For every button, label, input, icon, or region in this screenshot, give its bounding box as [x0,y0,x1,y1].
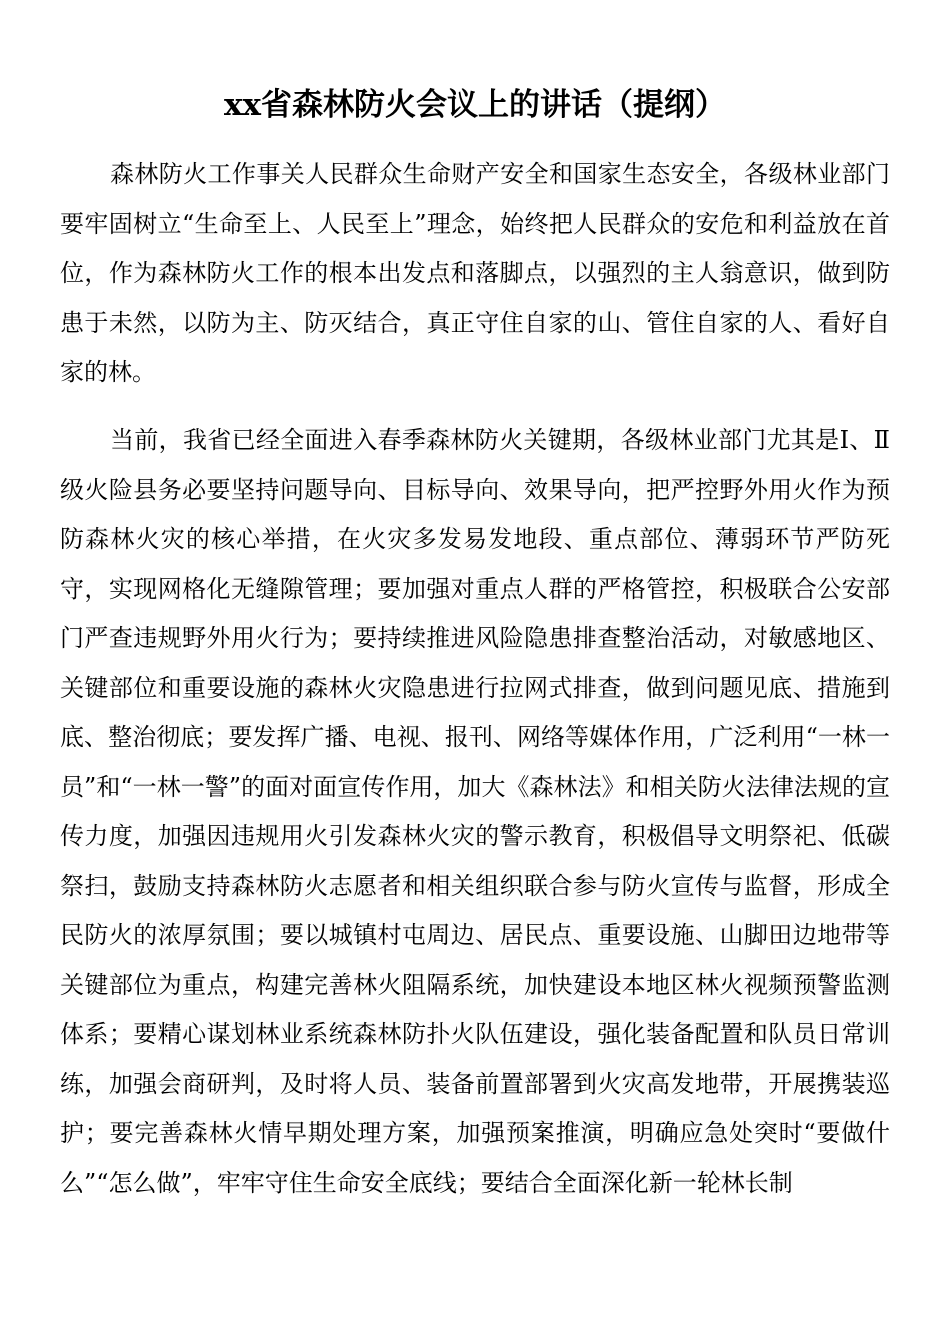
paragraph-2: 当前，我省已经全面进入春季森林防火关键期，各级林业部门尤其是Ⅰ、Ⅱ级火险县务必要坚持问题导向、目标导向、效果导向，把严控野外用火作为预防森林火灾的核心举措，在火灾多发易发地段、重点部位、薄弱环节严防死守，实现网格化无缝隙管理；要加强对重点人群的严格管控，积极联合公安部门严查违规野外用火行为；要持续推进风险隐患排查整治活动，对敏感地区、关键部位和重要设施的森林火灾隐患进行拉网式排查，做到问题见底、措施到底、整治彻底；要发挥广播、电视、报刊、网络等媒体作用，广泛利用“一林一员”和“一林一警”的面对面宣传作用，加大《森林法》和相关防火法律法规的宣传力度，加强因违规用火引发森林火灾的警示教育，积极倡导文明祭祀、低碳祭扫，鼓励支持森林防火志愿者和相关组织联合参与防火宣传与监督，形成全民防火的浓厚氛围；要以城镇村屯周边、居民点、重要设施、山脚田边地带等关键部位为重点，构建完善林火阻隔系统，加快建设本地区林火视频预警监测体系；要精心谋划林业系统森林防扑火队伍建设，强化装备配置和队员日常训练，加强会商研判，及时将人员、装备前置部署到火灾高发地带，开展携装巡护；要完善森林火情早期处理方案，加强预案推演，明确应急处突时“要做什么”“怎么做”，牢牢守住生命安全底线；要结合全面深化新一轮林长制 [60,426,890,1197]
paragraph-1: 森林防火工作事关人民群众生命财产安全和国家生态安全，各级林业部门要牢固树立“生命至上、人民至上”理念，始终把人民群众的安危和利益放在首位，作为森林防火工作的根本出发点和落脚点，以强烈的主人翁意识，做到防患于未然，以防为主、防灭结合，真正守住自家的山、管住自家的人、看好自家的林。 [60,160,890,386]
document-title: xx省森林防火会议上的讲话（提纲） [224,87,726,123]
document-body-section-1 [60,150,890,398]
document-body-section-2 [60,416,890,1208]
